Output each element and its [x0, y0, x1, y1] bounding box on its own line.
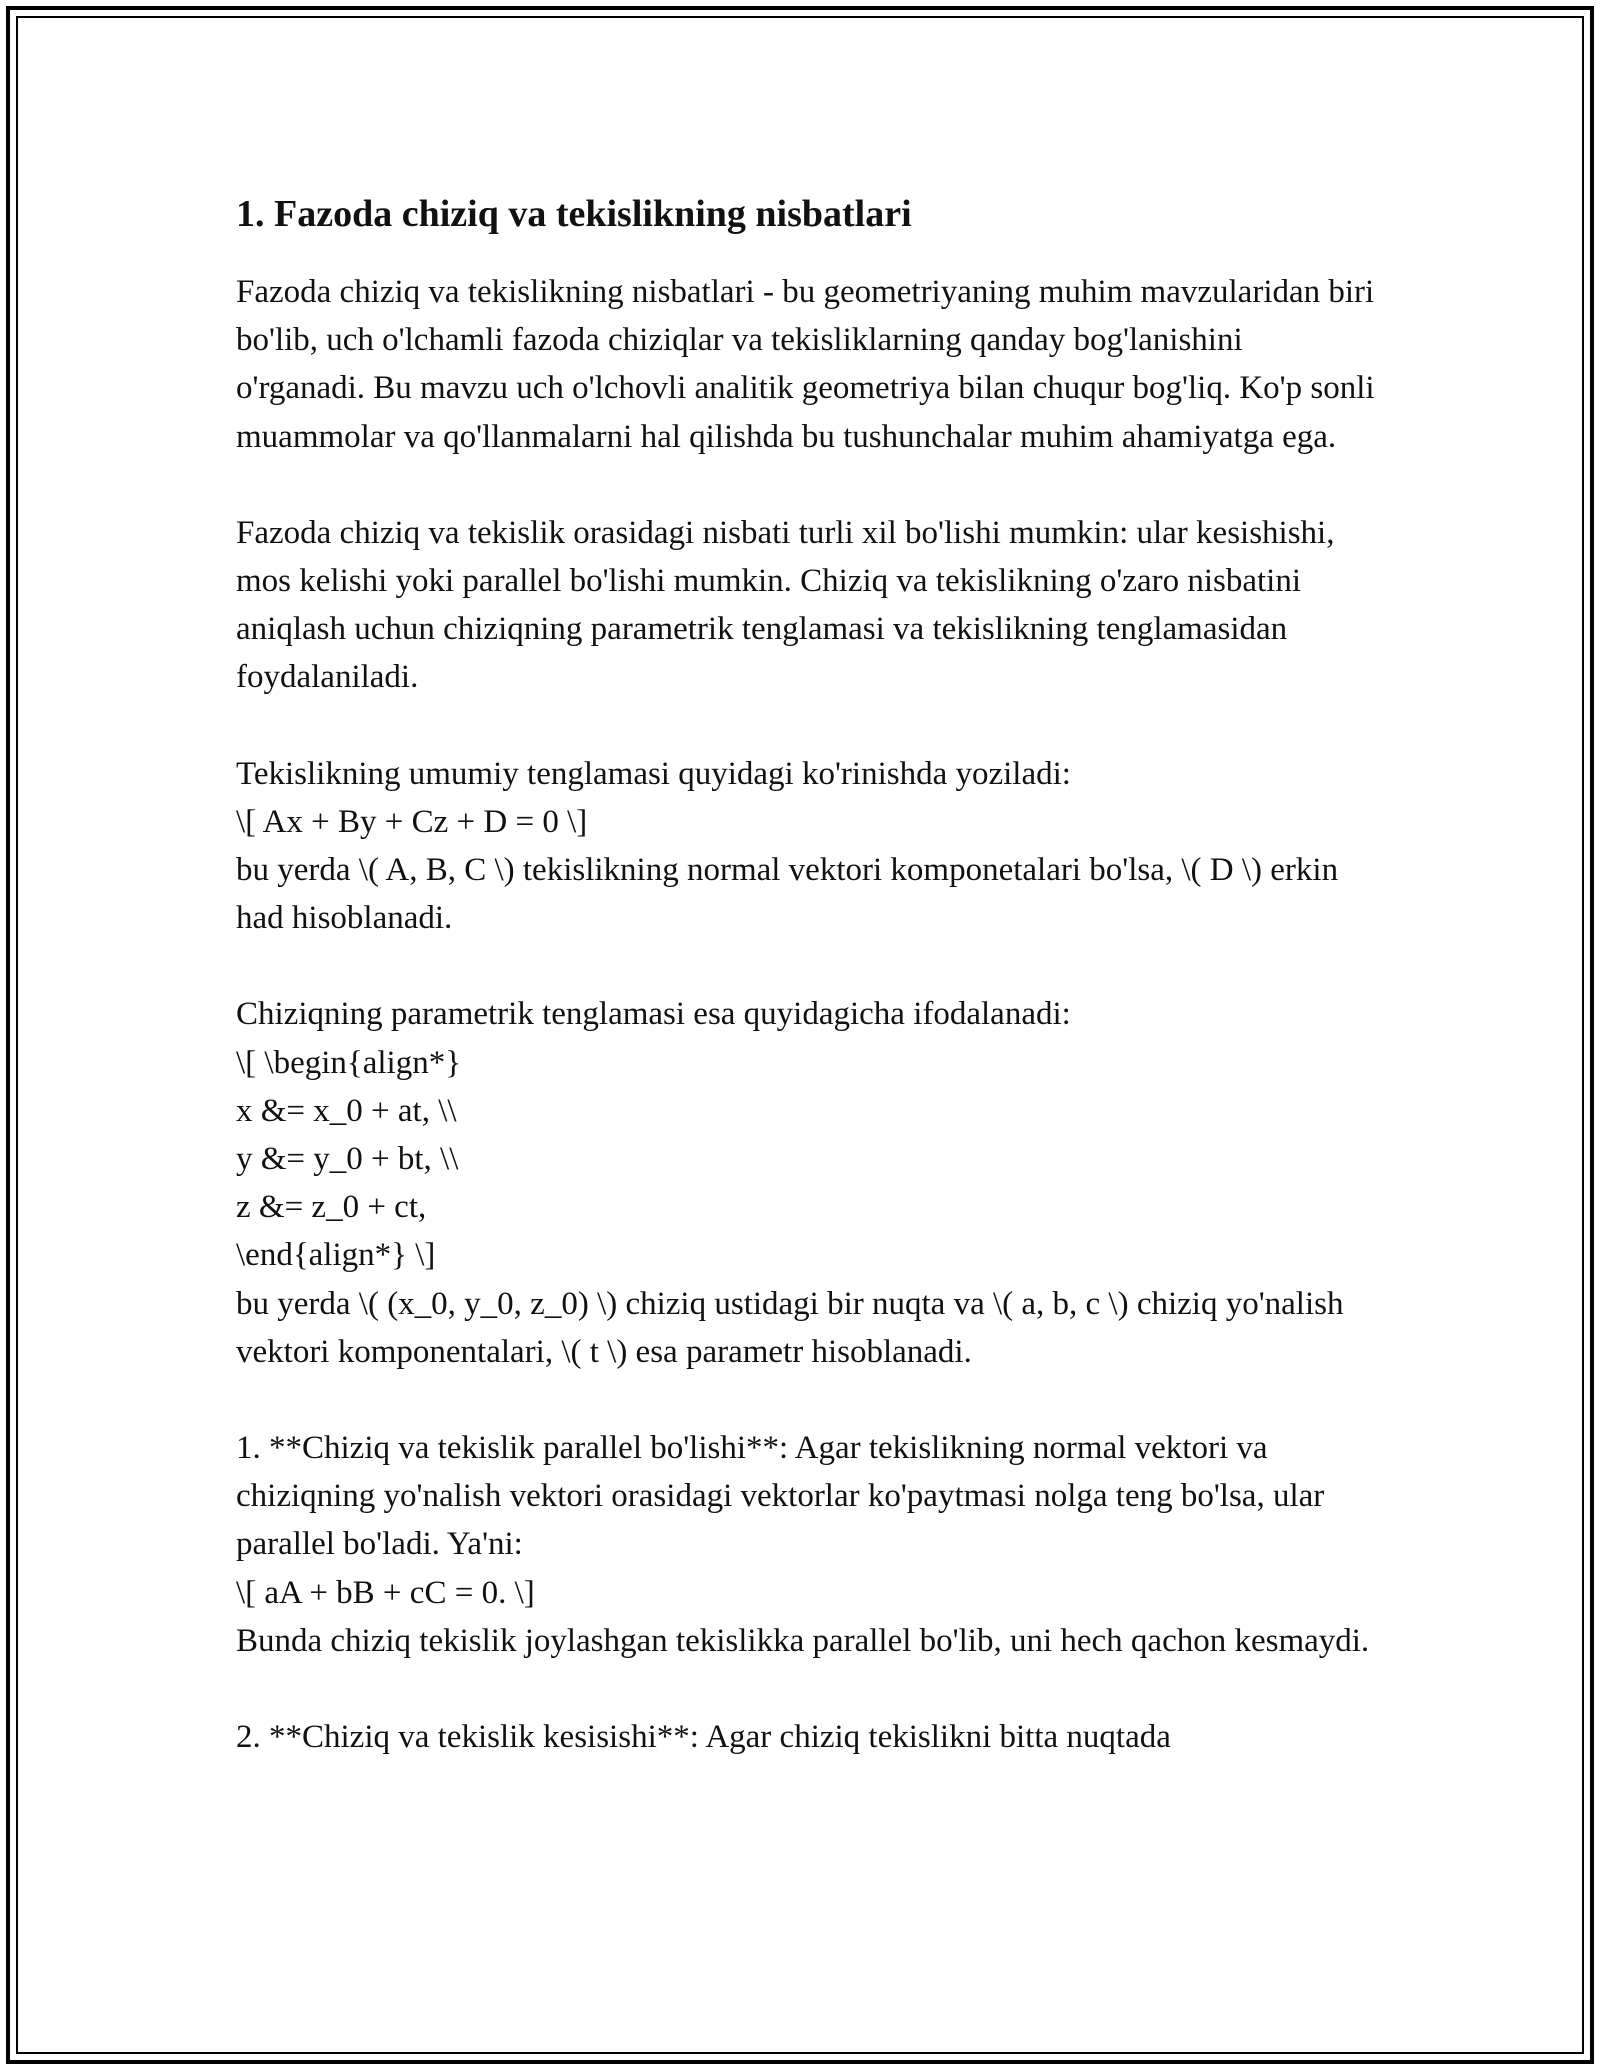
paragraph-intro: Fazoda chiziq va tekislikning nisbatlari - bu geometriyaning muhim mavzularidan biri bo'lib, uch o'lchamli fazoda chiziqlar va tekisliklarning qanday bog'lanishini o'rganadi. Bu mavzu uch o'lchovli analitik geometriya bilan chuqur bog'liq. Ko'p sonli muammolar va qo'llanmalarni hal qilishda bu tushunchalar muhim ahamiyatga ega. [236, 274, 1375, 455]
paragraph-line-equation: Chiziqning parametrik tenglamasi esa quyidagicha ifodalanadi: \[ \begin{align*} x &= x_0 + at, \\ y &= y_0 + bt, \\ z &= z_0 + ct, \end{align*} \] bu yerda \( (x_0, y_0, z_0) \) chiziq ustidagi bir nuqta va \( a, b, c \) chiziq yo'nalish vektori komponentalari, \( t \) esa parametr hisoblanadi. [236, 996, 1344, 1370]
paragraph-relations: Fazoda chiziq va tekislik orasidagi nisbati turli xil bo'lishi mumkin: ular kesishishi, mos kelishi yoki parallel bo'lishi mumkin. Chiziq va tekislikning o'zaro nisbatini aniqlash uchun chiziqning parametrik tenglamasi va tekislikning tenglamasidan foydalaniladi. [236, 514, 1335, 696]
paragraph-intersection-case: 2. **Chiziq va tekislik kesisishi**: Agar chiziq tekislikni bitta nuqtada [236, 1719, 1171, 1756]
document-body [236, 188, 1376, 1761]
section-title: 1. Fazoda chiziq va tekislikning nisbatlari [236, 193, 912, 235]
paragraph-parallel-case: 1. **Chiziq va tekislik parallel bo'lishi**: Agar tekislikning normal vektori va chiziqning yo'nalish vektori orasidagi vektorlar ko'paytmasi nolga teng bo'lsa, ular parallel bo'ladi. Ya'ni: \[ aA + bB + cC = 0. \] Bunda chiziq tekislik joylashgan tekislikka parallel bo'lib, uni hech qachon kesmaydi. [236, 1430, 1370, 1659]
paragraph-plane-equation: Tekislikning umumiy tenglamasi quyidagi ko'rinishda yoziladi: \[ Ax + By + Cz + D = 0 \] bu yerda \( A, B, C \) tekislikning normal vektori komponetalari bo'lsa, \( D \) erkin had hisoblanadi. [236, 755, 1339, 937]
